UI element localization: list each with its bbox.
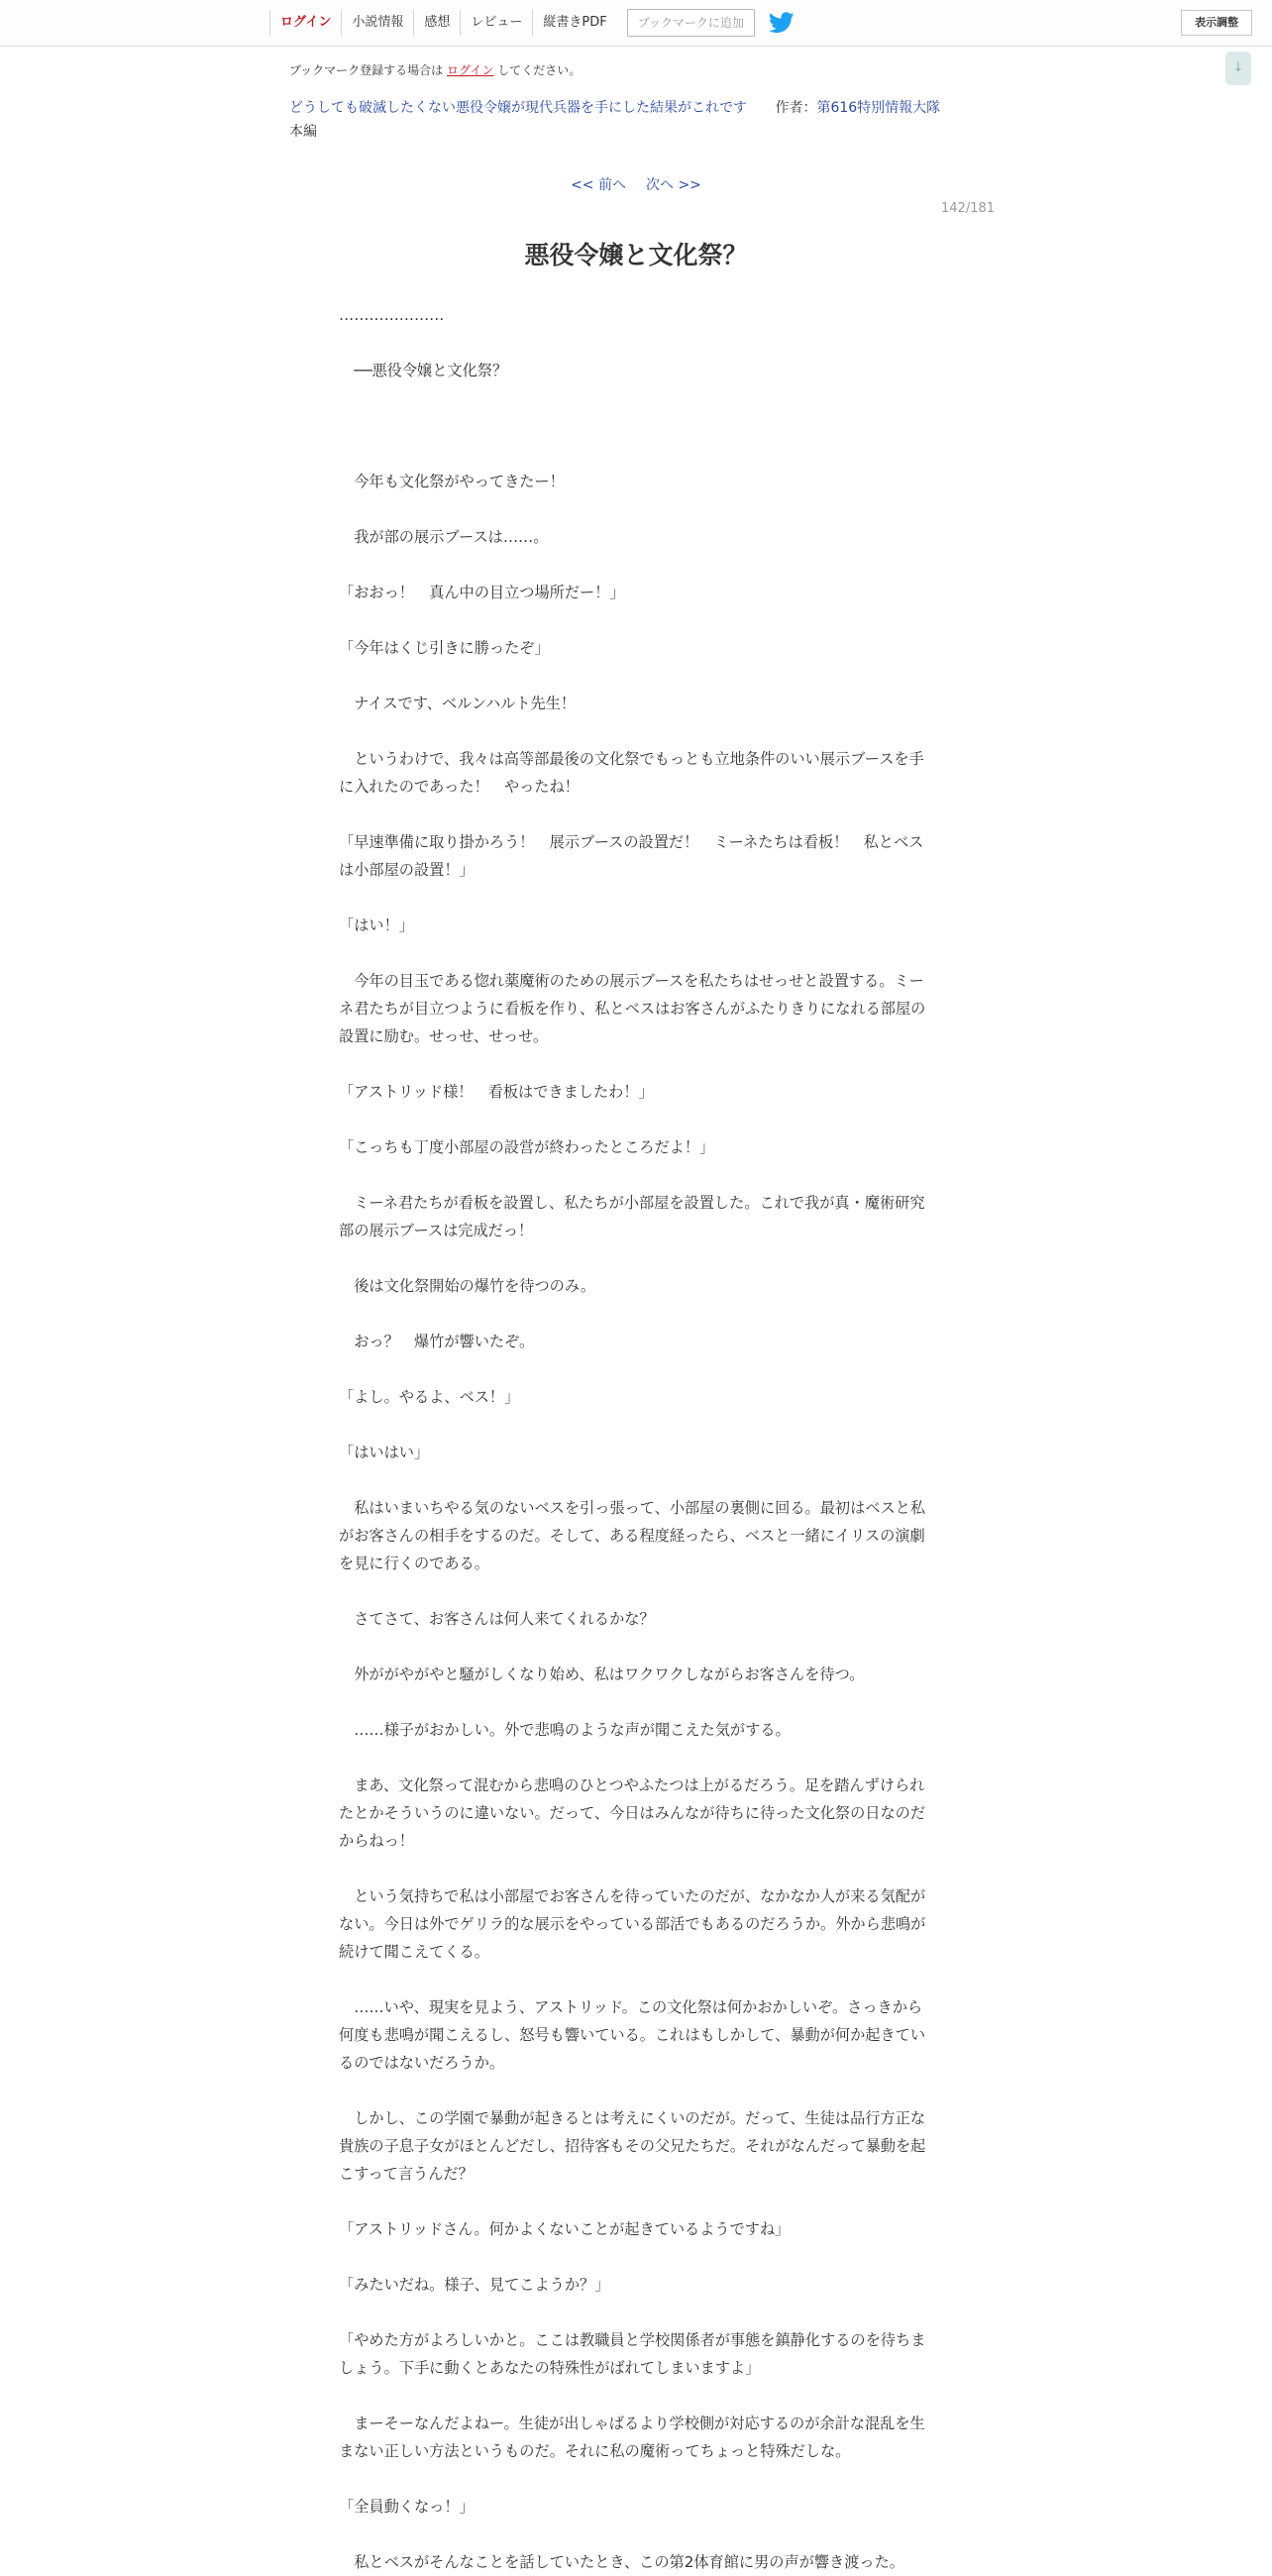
body-paragraph bbox=[339, 717, 929, 745]
author-link[interactable]: 第616特別情報大隊 bbox=[816, 100, 941, 116]
nav-novel-info[interactable]: 小説情報 bbox=[341, 10, 413, 36]
body-paragraph: まーそーなんだよねー。生徒が出しゃばるより学校側が対応するのが余計な混乱を生まない正しい方法というものだ。それに私の魔術ってちょっと特殊だしな。 bbox=[339, 2415, 925, 2460]
body-paragraph bbox=[339, 329, 929, 357]
body-paragraph bbox=[339, 884, 929, 912]
header-bar bbox=[0, 0, 1272, 47]
body-paragraph: 「よし。やるよ、ベス！」 bbox=[339, 1388, 520, 1406]
body-paragraph: 「やめた方がよろしいかと。ここは教職員と学校関係者が事態を鎮静化するのを待ちましょう。下手に動くとあなたの特殊性がばれてしまいますよ」 bbox=[339, 2331, 926, 2377]
body-paragraph: 「今年はくじ引きに勝ったぞ」 bbox=[339, 639, 550, 657]
body-paragraph: 今年の目玉である惚れ薬魔術のための展示ブースを私たちはせっせと設置する。ミーネ君たちが目立つように看板を作り、私とベスはお客さんがふたりきりになれる部屋の設置に励む。せっせ、せっせ。 bbox=[339, 972, 926, 1045]
chapter-label: 本編 bbox=[289, 124, 317, 140]
twitter-icon[interactable] bbox=[769, 12, 795, 34]
novel-body bbox=[339, 301, 929, 2576]
body-paragraph bbox=[339, 1744, 929, 1771]
body-paragraph: ……いや、現実を見よう、アストリッド。この文化祭は何かおかしいぞ。さっきから何度も悲鳴が聞こえるし、怒号も響いている。これはもしかして、暴動が何か起きているのではないだろうか。 bbox=[339, 1998, 926, 2072]
body-paragraph bbox=[339, 1161, 929, 1189]
body-paragraph bbox=[339, 1300, 929, 1328]
body-paragraph bbox=[339, 2188, 929, 2215]
body-paragraph: 「こっちも丁度小部屋の設営が終わったところだよ！」 bbox=[339, 1138, 715, 1156]
body-paragraph bbox=[339, 1633, 929, 1661]
notice-login-link[interactable]: ログイン bbox=[447, 63, 494, 77]
next-page-link[interactable]: 次へ >> bbox=[646, 177, 701, 193]
top-nav bbox=[269, 0, 795, 46]
body-paragraph: 「アストリッドさん。何かよくないことが起きているようですね」 bbox=[339, 2220, 791, 2238]
body-paragraph: 後は文化祭開始の爆竹を待つのみ。 bbox=[339, 1277, 596, 1295]
body-paragraph bbox=[339, 1050, 929, 1078]
body-paragraph: というわけで、我々は高等部最後の文化祭でもっとも立地条件のいい展示ブースを手に入れたのであった！ やったね！ bbox=[339, 750, 924, 796]
body-paragraph: という気持ちで私は小部屋でお客さんを待っていたのだが、なかなか人が来る気配がない。今日は外でゲリラ的な展示をやっている部活でもあるのだろうか。外から悲鳴が続けて聞こえてくる。 bbox=[339, 1887, 926, 1961]
body-paragraph bbox=[339, 440, 929, 468]
body-paragraph: さてさて、お客さんは何人来てくれるかな？ bbox=[339, 1610, 655, 1628]
nav-vertical-pdf[interactable]: 縦書きPDF bbox=[532, 10, 616, 36]
body-paragraph bbox=[339, 2382, 929, 2410]
body-paragraph: おっ？ 爆竹が響いたぞ。 bbox=[339, 1333, 535, 1350]
body-paragraph bbox=[339, 384, 929, 412]
body-paragraph: 「おおっ！ 真ん中の目立つ場所だー！」 bbox=[339, 584, 625, 601]
body-paragraph bbox=[339, 551, 929, 579]
body-paragraph bbox=[339, 939, 929, 967]
body-paragraph: 我が部の展示ブースは……。 bbox=[339, 528, 549, 546]
body-paragraph: しかし、この学園で暴動が起きるとは考えにくいのだが。だって、生徒は品行方正な貴族の子息子女がほとんどだし、招待客もその父兄たちだ。それがなんだって暴動を起こすって言うんだ？ bbox=[339, 2109, 926, 2183]
body-paragraph bbox=[339, 1577, 929, 1605]
chapter-title: 悪役令嬢と文化祭？ bbox=[524, 241, 748, 269]
body-paragraph bbox=[339, 495, 929, 523]
novel-info-line bbox=[289, 97, 940, 117]
novel-title-link[interactable]: どうしても破滅したくない悪役令嬢が現代兵器を手にした結果がこれです bbox=[289, 100, 747, 116]
body-paragraph: 「はいはい」 bbox=[339, 1444, 430, 1461]
body-paragraph bbox=[339, 606, 929, 634]
notice-text-after: してください。 bbox=[497, 63, 582, 77]
bookmark-notice bbox=[289, 61, 581, 78]
display-settings-button[interactable]: 表示調整 bbox=[1181, 10, 1252, 36]
body-paragraph: 今年も文化祭がやってきたー！ bbox=[339, 473, 565, 490]
body-paragraph bbox=[339, 1688, 929, 1716]
body-paragraph: ──悪役令嬢と文化祭？ bbox=[339, 362, 508, 379]
body-paragraph bbox=[339, 1466, 929, 1494]
body-paragraph bbox=[339, 662, 929, 690]
body-paragraph: 「はい！」 bbox=[339, 916, 414, 934]
nav-impressions[interactable]: 感想 bbox=[413, 10, 460, 36]
notice-text-before: ブックマーク登録する場合は bbox=[289, 63, 444, 77]
author-label: 作者： bbox=[775, 100, 817, 116]
body-paragraph: まあ、文化祭って混むから悲鳴のひとつやふたつは上がるだろう。足を踏んずけられたとかそういうのに違いない。だって、今日はみんなが待ちに待った文化祭の日なのだからねっ！ bbox=[339, 1776, 926, 1850]
body-paragraph bbox=[339, 412, 929, 440]
body-paragraph bbox=[339, 2465, 929, 2493]
pager bbox=[0, 174, 1272, 194]
nav-review[interactable]: レビュー bbox=[460, 10, 532, 36]
body-paragraph bbox=[339, 2077, 929, 2104]
body-paragraph: 「早速準備に取り掛かろう！ 展示ブースの設置だ！ ミーネたちは看板！ 私とベスは小部屋の設置！」 bbox=[339, 833, 924, 879]
body-paragraph: 「みたいだね。様子、見てこようか？」 bbox=[339, 2276, 610, 2294]
body-paragraph bbox=[339, 1966, 929, 1993]
prev-page-link[interactable]: << 前へ bbox=[571, 177, 626, 193]
body-paragraph bbox=[339, 801, 929, 828]
body-paragraph bbox=[339, 1244, 929, 1272]
body-paragraph: ……様子がおかしい。外で悲鳴のような声が聞こえた気がする。 bbox=[339, 1721, 791, 1739]
body-paragraph: 「アストリッド様！ 看板はできましたわ！」 bbox=[339, 1083, 654, 1101]
body-paragraph: 外ががやがやと騒がしくなり始め、私はワクワクしながらお客さんを待つ。 bbox=[339, 1665, 865, 1683]
scroll-down-button[interactable]: ↓ bbox=[1225, 52, 1251, 85]
body-paragraph: 私とベスがそんなことを話していたとき、この第2体育館に男の声が響き渡った。 bbox=[339, 2553, 904, 2571]
body-paragraph: ナイスです、ベルンハルト先生！ bbox=[339, 695, 577, 712]
body-paragraph: 私はいまいちやる気のないベスを引っ張って、小部屋の裏側に回る。最初はベスと私がお客さんの相手をするのだ。そして、ある程度経ったら、ベスと一緒にイリスの演劇を見に行くのである。 bbox=[339, 1499, 926, 1572]
body-paragraph: 「全員動くなっ！」 bbox=[339, 2498, 475, 2516]
add-bookmark-button[interactable]: ブックマークに追加 bbox=[627, 9, 755, 37]
body-paragraph bbox=[339, 2243, 929, 2271]
nav-login[interactable]: ログイン bbox=[269, 10, 341, 36]
body-paragraph: ………………… bbox=[339, 306, 445, 324]
body-paragraph bbox=[339, 1106, 929, 1133]
body-paragraph bbox=[339, 1411, 929, 1439]
body-paragraph bbox=[339, 2299, 929, 2326]
body-paragraph bbox=[339, 1355, 929, 1383]
body-paragraph bbox=[339, 1855, 929, 1882]
page-count: 142/181 bbox=[941, 201, 996, 216]
body-paragraph: ミーネ君たちが看板を設置し、私たちが小部屋を設置した。これで我が真・魔術研究部の展示ブースは完成だっ！ bbox=[339, 1194, 925, 1239]
